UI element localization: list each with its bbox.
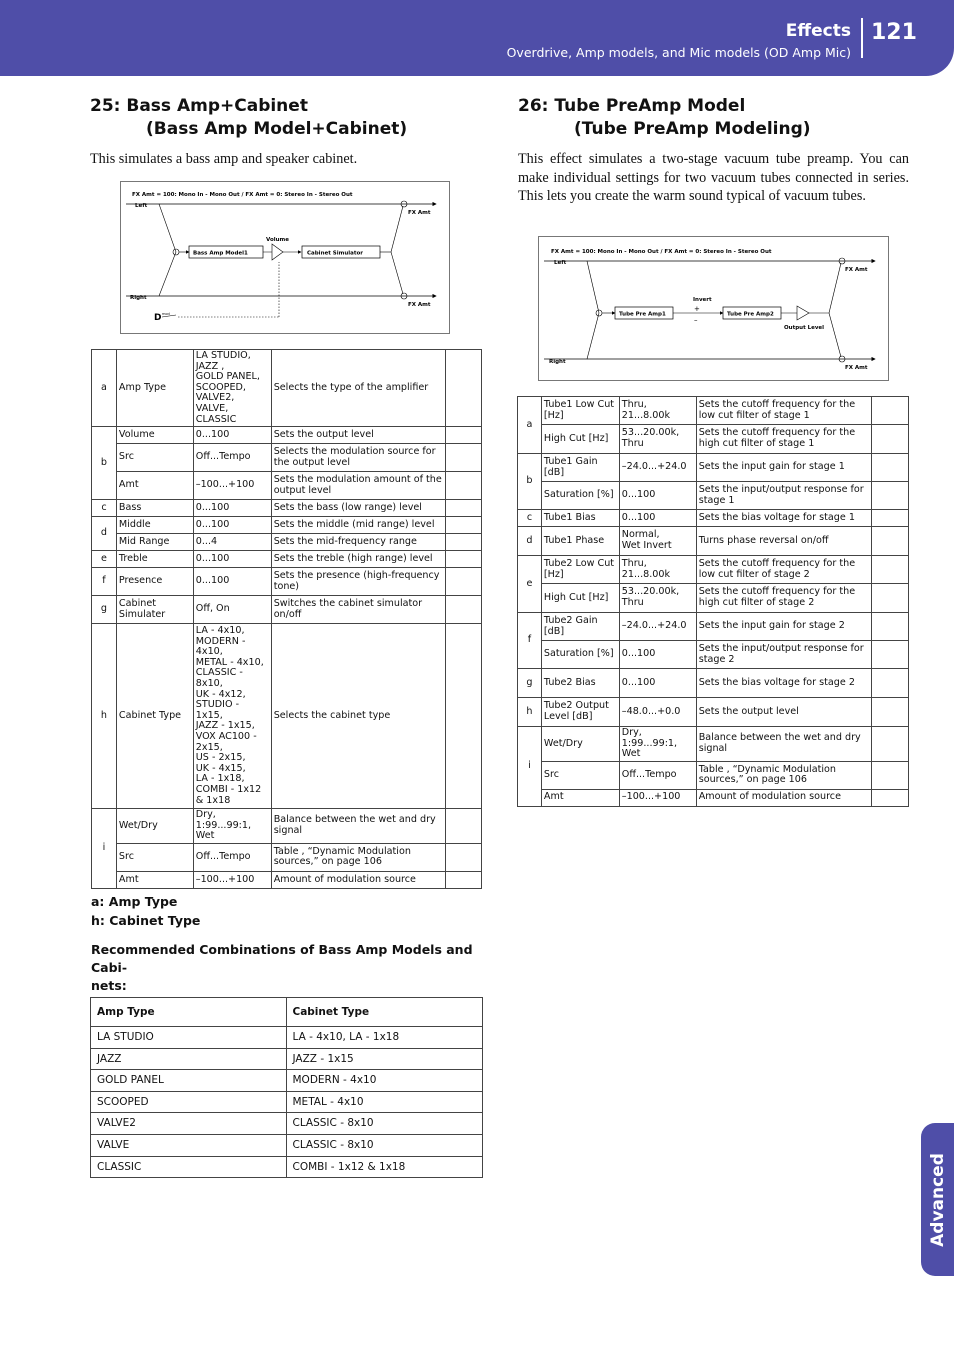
param-note bbox=[446, 444, 482, 472]
param-row bbox=[92, 551, 482, 568]
fx-amt-bottom-label: FX Amt bbox=[408, 302, 431, 308]
header-divider bbox=[861, 18, 863, 58]
param-row bbox=[518, 425, 909, 454]
param-note bbox=[446, 472, 482, 500]
param-group-letter: a bbox=[518, 397, 542, 454]
param-description: Balance between the wet and dry signal bbox=[696, 727, 871, 762]
param-row bbox=[518, 641, 909, 669]
combo-amp-type: VALVE bbox=[91, 1134, 287, 1156]
param-description: Sets the middle (mid range) level bbox=[271, 517, 445, 534]
combo-cabinet-type: CLASSIC - 8x10 bbox=[286, 1134, 483, 1156]
param-name: Amt bbox=[116, 472, 193, 500]
param-row bbox=[518, 727, 909, 762]
dmod-small-label: mod bbox=[162, 312, 170, 316]
param-group-letter: g bbox=[92, 596, 117, 624]
param-row bbox=[92, 444, 482, 472]
combo-cabinet-type: METAL - 4x10 bbox=[286, 1091, 483, 1113]
param-note bbox=[446, 350, 482, 427]
param-group-letter: c bbox=[92, 500, 117, 517]
section-subtitle: Overdrive, Amp models, and Mic models (OD Amp Mic) bbox=[506, 45, 851, 60]
param-description: Sets the cutoff frequency for the low cut filter of stage 1 bbox=[696, 397, 871, 425]
effect-25-title-line1: 25: Bass Amp+Cabinet bbox=[90, 96, 308, 116]
param-range: 53...20.00k, Thru bbox=[619, 584, 696, 613]
param-row bbox=[518, 789, 909, 806]
param-group-letter: i bbox=[92, 809, 117, 889]
param-name: High Cut [Hz] bbox=[541, 425, 619, 454]
diagram-volume-label: Volume bbox=[266, 237, 289, 243]
param-name: Treble bbox=[116, 551, 193, 568]
combo-amp-type: VALVE2 bbox=[91, 1113, 287, 1135]
param-name: Saturation [%] bbox=[541, 641, 619, 669]
param-range: LA STUDIO, JAZZ , GOLD PANEL, SCOOPED, VALVE2, VALVE, CLASSIC bbox=[193, 350, 271, 427]
param-name: Wet/Dry bbox=[541, 727, 619, 762]
combo-row bbox=[91, 1113, 483, 1135]
param-row bbox=[518, 482, 909, 510]
param-range: Dry, 1:99...99:1, Wet bbox=[193, 809, 271, 844]
param-range: 0...100 bbox=[193, 500, 271, 517]
param-description: Amount of modulation source bbox=[271, 871, 445, 888]
param-row bbox=[518, 613, 909, 641]
param-group-letter: b bbox=[92, 427, 117, 500]
param-note bbox=[446, 568, 482, 596]
param-range: –100...+100 bbox=[619, 789, 696, 806]
param-row bbox=[518, 510, 909, 527]
param-group-letter: g bbox=[518, 669, 542, 698]
param-description: Selects the modulation source for the output level bbox=[271, 444, 445, 472]
param-description: Sets the cutoff frequency for the low cut filter of stage 2 bbox=[696, 556, 871, 584]
diagram-mode-label: FX Amt = 100: Mono In - Mono Out / FX Amt = 0: Stereo In - Stereo Out bbox=[132, 192, 353, 198]
param-name: Amp Type bbox=[116, 350, 193, 427]
bass-amp-param-table bbox=[91, 349, 482, 889]
param-group-letter: c bbox=[518, 510, 542, 527]
param-group-letter: d bbox=[518, 527, 542, 556]
param-row bbox=[92, 871, 482, 888]
recommended-heading: Recommended Combinations of Bass Amp Models and Cabi- nets: bbox=[91, 942, 473, 993]
notes bbox=[91, 892, 200, 930]
note-amp-type: a: Amp Type bbox=[91, 894, 178, 909]
param-description: Sets the cutoff frequency for the high cut filter of stage 1 bbox=[696, 425, 871, 454]
param-range: Off, On bbox=[193, 596, 271, 624]
diagram-right-label: Right bbox=[549, 359, 566, 365]
param-note bbox=[872, 482, 909, 510]
effect-25-intro: This simulates a bass amp and speaker cabinet. bbox=[90, 151, 358, 167]
param-note bbox=[872, 584, 909, 613]
param-note bbox=[872, 761, 909, 789]
diagram-right-label: Right bbox=[130, 295, 147, 301]
param-name: Mid Range bbox=[116, 534, 193, 551]
combination-table bbox=[90, 997, 483, 1178]
param-note bbox=[872, 641, 909, 669]
param-group-letter: i bbox=[518, 727, 542, 807]
param-description: Sets the bias voltage for stage 2 bbox=[696, 669, 871, 698]
param-description: Sets the modulation amount of the output level bbox=[271, 472, 445, 500]
param-row bbox=[518, 556, 909, 584]
dmod-label: D bbox=[154, 313, 162, 323]
combo-row bbox=[91, 1134, 483, 1156]
page-header bbox=[0, 0, 954, 76]
param-note bbox=[872, 698, 909, 727]
param-row bbox=[92, 624, 482, 809]
param-name: Saturation [%] bbox=[541, 482, 619, 510]
combo-cabinet-type: JAZZ - 1x15 bbox=[286, 1048, 483, 1070]
param-description: Amount of modulation source bbox=[696, 789, 871, 806]
param-note bbox=[446, 871, 482, 888]
param-range: Thru, 21...8.00k bbox=[619, 397, 696, 425]
param-name: Tube1 Bias bbox=[541, 510, 619, 527]
param-note bbox=[872, 397, 909, 425]
param-name: Amt bbox=[541, 789, 619, 806]
param-range: –100...+100 bbox=[193, 472, 271, 500]
param-description: Sets the output level bbox=[696, 698, 871, 727]
param-range: 0...100 bbox=[193, 517, 271, 534]
param-note bbox=[872, 454, 909, 482]
combo-amp-type: GOLD PANEL bbox=[91, 1070, 287, 1092]
param-description: Balance between the wet and dry signal bbox=[271, 809, 445, 844]
param-row bbox=[518, 397, 909, 425]
param-name: Cabinet Simulater bbox=[116, 596, 193, 624]
effect-25-title bbox=[90, 95, 407, 141]
param-row bbox=[518, 527, 909, 556]
param-note bbox=[446, 500, 482, 517]
param-row bbox=[518, 584, 909, 613]
param-description: Sets the treble (high range) level bbox=[271, 551, 445, 568]
param-group-letter: d bbox=[92, 517, 117, 551]
param-row bbox=[92, 427, 482, 444]
param-note bbox=[446, 624, 482, 809]
param-range: –24.0...+24.0 bbox=[619, 613, 696, 641]
combo-row bbox=[91, 1091, 483, 1113]
param-row bbox=[92, 809, 482, 844]
combo-amp-type: CLASSIC bbox=[91, 1156, 287, 1178]
param-description: Sets the input gain for stage 2 bbox=[696, 613, 871, 641]
side-tab-label: Advanced bbox=[927, 1152, 948, 1247]
param-note bbox=[446, 551, 482, 568]
combo-row bbox=[91, 1048, 483, 1070]
param-range: 0...4 bbox=[193, 534, 271, 551]
section-title: Effects bbox=[785, 21, 851, 41]
param-range: 0...100 bbox=[619, 641, 696, 669]
param-name: Wet/Dry bbox=[116, 809, 193, 844]
param-range: Off...Tempo bbox=[193, 843, 271, 871]
param-note bbox=[872, 789, 909, 806]
param-name: Bass bbox=[116, 500, 193, 517]
param-note bbox=[446, 534, 482, 551]
param-name: Presence bbox=[116, 568, 193, 596]
param-name: Amt bbox=[116, 871, 193, 888]
param-name: Tube2 Low Cut [Hz] bbox=[541, 556, 619, 584]
diagram-output-level-label: Output Level bbox=[784, 325, 825, 331]
param-row bbox=[92, 500, 482, 517]
param-note bbox=[446, 517, 482, 534]
param-description: Sets the input/output response for stage 1 bbox=[696, 482, 871, 510]
param-name: Src bbox=[541, 761, 619, 789]
param-description: Sets the presence (high-frequency tone) bbox=[271, 568, 445, 596]
param-group-letter: h bbox=[92, 624, 117, 809]
param-range: 0...100 bbox=[193, 568, 271, 596]
volume-amp-icon bbox=[272, 244, 283, 260]
param-range: 0...100 bbox=[619, 510, 696, 527]
param-name: Src bbox=[116, 843, 193, 871]
tube-preamp-diagram bbox=[538, 236, 889, 381]
param-row bbox=[92, 568, 482, 596]
param-name: Tube1 Low Cut [Hz] bbox=[541, 397, 619, 425]
param-description: Sets the input gain for stage 1 bbox=[696, 454, 871, 482]
diagram-block-cabinet: Cabinet Simulator bbox=[307, 250, 363, 257]
diagram-block-tube2: Tube Pre Amp2 bbox=[727, 311, 774, 318]
param-note bbox=[446, 809, 482, 844]
param-row bbox=[518, 761, 909, 789]
param-name: Src bbox=[116, 444, 193, 472]
param-group-letter: f bbox=[92, 568, 117, 596]
param-note bbox=[872, 510, 909, 527]
param-description: Table , “Dynamic Modulation sources,” on page 106 bbox=[271, 843, 445, 871]
combo-cabinet-type: MODERN - 4x10 bbox=[286, 1070, 483, 1092]
param-row bbox=[92, 472, 482, 500]
param-name: Volume bbox=[116, 427, 193, 444]
combo-cabinet-type: CLASSIC - 8x10 bbox=[286, 1113, 483, 1135]
param-group-letter: e bbox=[92, 551, 117, 568]
param-note bbox=[446, 843, 482, 871]
param-range: Dry, 1:99...99:1, Wet bbox=[619, 727, 696, 762]
param-range: Off...Tempo bbox=[619, 761, 696, 789]
effect-25-title-line2: (Bass Amp Model+Cabinet) bbox=[146, 119, 408, 139]
diagram-block-tube1: Tube Pre Amp1 bbox=[619, 311, 666, 318]
param-group-letter: e bbox=[518, 556, 542, 613]
tube-preamp-param-table bbox=[517, 396, 909, 807]
param-row bbox=[92, 534, 482, 551]
param-range: –24.0...+24.0 bbox=[619, 454, 696, 482]
combo-header-cabinet: Cabinet Type bbox=[286, 998, 483, 1027]
param-name: Tube1 Phase bbox=[541, 527, 619, 556]
param-group-letter: b bbox=[518, 454, 542, 510]
param-note bbox=[872, 527, 909, 556]
param-group-letter: f bbox=[518, 613, 542, 669]
diagram-block-bass-amp: Bass Amp Model1 bbox=[193, 250, 248, 257]
diagram-left-label: Left bbox=[554, 260, 567, 266]
effect-26-intro: This effect simulates a two-stage vacuum tube preamp. You can make individual settings for two vacuum tubes connected in series. This lets you create the warm sound typical of vacuum tubes. bbox=[518, 151, 909, 204]
param-range: 0...100 bbox=[193, 427, 271, 444]
diagram-invert-label: Invert bbox=[693, 297, 712, 303]
combo-cabinet-type: LA - 4x10, LA - 1x18 bbox=[286, 1027, 483, 1049]
param-range: Thru, 21...8.00k bbox=[619, 556, 696, 584]
param-note bbox=[872, 613, 909, 641]
param-row bbox=[92, 517, 482, 534]
param-group-letter: a bbox=[92, 350, 117, 427]
param-note bbox=[446, 596, 482, 624]
combo-row bbox=[91, 1070, 483, 1092]
param-row bbox=[518, 698, 909, 727]
param-note bbox=[872, 556, 909, 584]
fx-amt-bottom-label: FX Amt bbox=[845, 365, 868, 371]
output-level-amp-icon bbox=[797, 306, 809, 320]
param-description: Sets the output level bbox=[271, 427, 445, 444]
combo-amp-type: JAZZ bbox=[91, 1048, 287, 1070]
combo-amp-type: SCOOPED bbox=[91, 1091, 287, 1113]
invert-minus-icon: – bbox=[694, 316, 698, 324]
param-description: Sets the cutoff frequency for the high cut filter of stage 2 bbox=[696, 584, 871, 613]
diagram-left-label: Left bbox=[135, 203, 148, 209]
bass-amp-diagram bbox=[120, 181, 450, 334]
param-group-letter: h bbox=[518, 698, 542, 727]
param-description: Selects the cabinet type bbox=[271, 624, 445, 809]
note-cabinet-type: h: Cabinet Type bbox=[91, 913, 201, 928]
param-row bbox=[518, 454, 909, 482]
param-row bbox=[92, 843, 482, 871]
effect-26-title-line2: (Tube PreAmp Modeling) bbox=[574, 119, 811, 139]
side-tab-advanced[interactable] bbox=[921, 1123, 954, 1276]
param-range: 0...100 bbox=[619, 669, 696, 698]
fx-amt-top-label: FX Amt bbox=[408, 210, 431, 216]
param-description: Sets the bass (low range) level bbox=[271, 500, 445, 517]
combo-header-amp: Amp Type bbox=[91, 998, 287, 1027]
param-name: Tube1 Gain [dB] bbox=[541, 454, 619, 482]
diagram-mode-label: FX Amt = 100: Mono In - Mono Out / FX Amt = 0: Stereo In - Stereo Out bbox=[551, 249, 772, 255]
param-row bbox=[518, 669, 909, 698]
param-description: Table , “Dynamic Modulation sources,” on page 106 bbox=[696, 761, 871, 789]
param-name: Tube2 Output Level [dB] bbox=[541, 698, 619, 727]
param-range: 0...100 bbox=[619, 482, 696, 510]
param-row bbox=[92, 596, 482, 624]
param-note bbox=[872, 425, 909, 454]
param-name: Tube2 Gain [dB] bbox=[541, 613, 619, 641]
param-range: Normal, Wet Invert bbox=[619, 527, 696, 556]
combo-cabinet-type: COMBI - 1x12 & 1x18 bbox=[286, 1156, 483, 1178]
param-range: 0...100 bbox=[193, 551, 271, 568]
param-description: Switches the cabinet simulator on/off bbox=[271, 596, 445, 624]
param-name: Tube2 Bias bbox=[541, 669, 619, 698]
param-range: LA - 4x10, MODERN - 4x10, METAL - 4x10, CLASSIC - 8x10, UK - 4x12, STUDIO - 1x15, JAZZ - 1x15, VOX AC100 - 2x15, US - 2x15, UK - 4x15, LA - 1x18, COMBI - 1x12 & 1x18 bbox=[193, 624, 271, 809]
param-name: Cabinet Type bbox=[116, 624, 193, 809]
param-description: Sets the input/output response for stage 2 bbox=[696, 641, 871, 669]
param-note bbox=[872, 669, 909, 698]
param-range: –100...+100 bbox=[193, 871, 271, 888]
param-range: Off...Tempo bbox=[193, 444, 271, 472]
param-description: Selects the type of the amplifier bbox=[271, 350, 445, 427]
page-number: 121 bbox=[871, 20, 917, 45]
combo-row bbox=[91, 1156, 483, 1178]
param-description: Sets the mid-frequency range bbox=[271, 534, 445, 551]
param-name: High Cut [Hz] bbox=[541, 584, 619, 613]
fx-amt-top-label: FX Amt bbox=[845, 267, 868, 273]
combo-amp-type: LA STUDIO bbox=[91, 1027, 287, 1049]
combo-row bbox=[91, 1027, 483, 1049]
param-note bbox=[872, 727, 909, 762]
param-description: Turns phase reversal on/off bbox=[696, 527, 871, 556]
invert-plus-icon: + bbox=[694, 305, 700, 313]
param-description: Sets the bias voltage for stage 1 bbox=[696, 510, 871, 527]
effect-26-title bbox=[518, 95, 811, 141]
param-name: Middle bbox=[116, 517, 193, 534]
param-range: 53...20.00k, Thru bbox=[619, 425, 696, 454]
param-row bbox=[92, 350, 482, 427]
param-range: –48.0...+0.0 bbox=[619, 698, 696, 727]
effect-26-title-line1: 26: Tube PreAmp Model bbox=[518, 96, 746, 116]
param-note bbox=[446, 427, 482, 444]
